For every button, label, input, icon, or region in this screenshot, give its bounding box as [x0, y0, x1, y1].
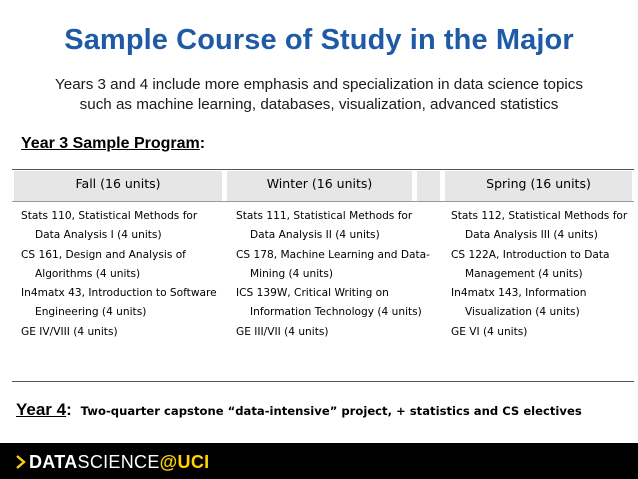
fall-column: [21, 207, 225, 342]
list-item: CS 122A, Introduction to Data Management (4 units): [451, 248, 610, 280]
year3-heading: [21, 135, 205, 153]
table-bottom-border: [12, 381, 634, 382]
list-item: Stats 111, Statistical Methods for Data Analysis II (4 units): [236, 210, 413, 242]
year3-label: Year 3 Sample Program: [21, 135, 200, 152]
page-title: Sample Course of Study in the Major: [64, 24, 574, 56]
list-item: Stats 110, Statistical Methods for Data Analysis I (4 units): [21, 210, 198, 242]
header-fall: Fall (16 units): [75, 176, 161, 191]
year4-label: Year 4: [16, 400, 67, 419]
table-top-border: [12, 169, 634, 170]
winter-column: [236, 207, 432, 342]
logo-science: SCIENCE: [77, 452, 160, 472]
list-item: GE III/VII (4 units): [236, 325, 329, 338]
year4-line: [16, 400, 582, 420]
subtitle-line-2: such as machine learning, databases, visualization, advanced statistics: [79, 96, 559, 113]
list-item: CS 161, Design and Analysis of Algorithms (4 units): [21, 248, 186, 280]
list-item: ICS 139W, Critical Writing on Information Technology (4 units): [236, 287, 422, 319]
year4-text: Two-quarter capstone “data-intensive” project, + statistics and CS electives: [80, 404, 582, 418]
header-spring: Spring (16 units): [486, 176, 591, 191]
chevron-right-icon: [16, 453, 26, 474]
list-item: In4matx 143, Information Visualization (4 units): [451, 287, 587, 319]
datascience-uci-logo: [16, 452, 209, 474]
spring-column: [451, 207, 631, 342]
list-item: Stats 112, Statistical Methods for Data Analysis III (4 units): [451, 210, 628, 242]
subtitle-line-1: Years 3 and 4 include more emphasis and specialization in data science topics: [55, 76, 583, 93]
logo-at: @: [159, 452, 178, 472]
list-item: GE VI (4 units): [451, 325, 528, 338]
list-item: In4matx 43, Introduction to Software Engineering (4 units): [21, 287, 217, 319]
logo-data: DATA: [29, 452, 78, 472]
year4-colon: :: [66, 400, 72, 419]
header-winter: Winter (16 units): [266, 176, 373, 191]
list-item: CS 178, Machine Learning and Data-Mining (4 units): [236, 248, 430, 280]
list-item: GE IV/VIII (4 units): [21, 325, 118, 338]
logo-uci: UCI: [177, 452, 210, 472]
header-cell-spacer-bg: [417, 171, 440, 201]
page-subtitle: [0, 75, 638, 115]
header-divider: [12, 201, 634, 202]
year3-colon: :: [199, 135, 206, 152]
